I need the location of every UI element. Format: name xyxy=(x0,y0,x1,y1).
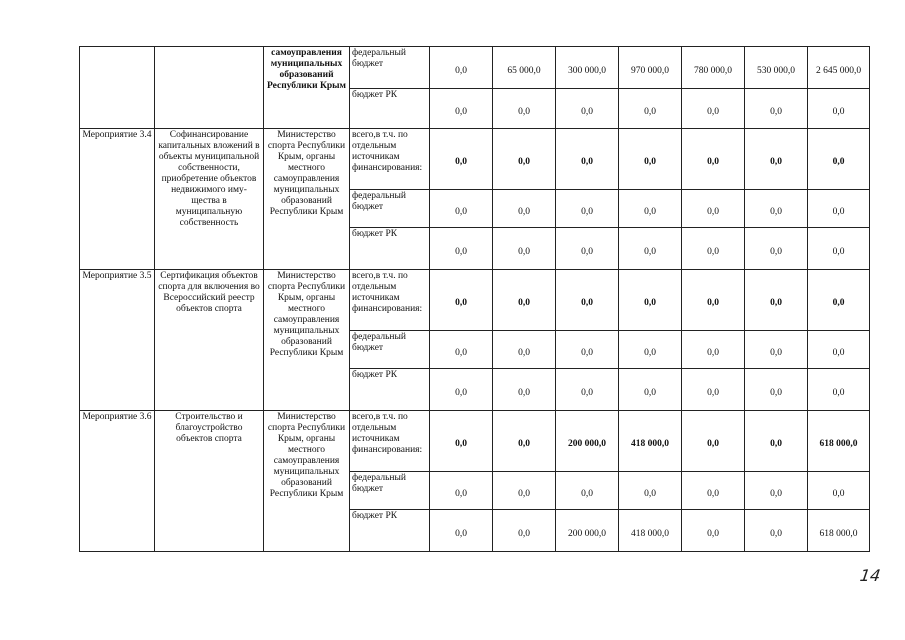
value-cell: 0,0 xyxy=(430,510,493,552)
value-cell: 418 000,0 xyxy=(619,411,682,472)
value-cell: 0,0 xyxy=(430,270,493,331)
source-label: бюджет РК xyxy=(350,369,430,411)
value-cell: 0,0 xyxy=(430,228,493,270)
value-cell: 0,0 xyxy=(619,369,682,411)
value-cell: 530 000,0 xyxy=(745,47,808,89)
source-label: федеральный бюджет xyxy=(350,331,430,369)
value-cell: 65 000,0 xyxy=(493,47,556,89)
value-cell: 0,0 xyxy=(556,228,619,270)
value-cell: 0,0 xyxy=(493,129,556,190)
value-cell: 0,0 xyxy=(682,89,745,129)
value-cell: 0,0 xyxy=(493,270,556,331)
source-label: всего,в т.ч. по отдельным источникам финансирования: xyxy=(350,411,430,472)
value-cell: 0,0 xyxy=(682,270,745,331)
value-cell: 0,0 xyxy=(619,89,682,129)
value-cell: 0,0 xyxy=(430,472,493,510)
measure-name-cell: Софинансирование капитальных вложений в объекты муниципальной собственности, приобретение объектов недвижимого иму-щества в муниципальную собственность xyxy=(155,129,264,270)
value-cell: 0,0 xyxy=(745,369,808,411)
value-cell: 0,0 xyxy=(745,129,808,190)
value-cell: 0,0 xyxy=(493,510,556,552)
value-cell: 200 000,0 xyxy=(556,411,619,472)
measure-name-cell xyxy=(155,47,264,129)
measure-name-cell: Сертификация объектов спорта для включения во Всероссийский реестр объектов спорта xyxy=(155,270,264,411)
source-label: федеральный бюджет xyxy=(350,47,430,89)
value-cell: 970 000,0 xyxy=(619,47,682,89)
value-cell: 0,0 xyxy=(619,472,682,510)
value-cell: 0,0 xyxy=(808,270,870,331)
value-cell: 0,0 xyxy=(808,228,870,270)
value-cell: 0,0 xyxy=(493,369,556,411)
value-cell: 0,0 xyxy=(430,190,493,228)
executor-cell: Министерство спорта Республики Крым, органы местного самоуправления муниципальных образований Республики Крым xyxy=(264,411,350,552)
value-cell: 0,0 xyxy=(682,510,745,552)
value-cell: 0,0 xyxy=(619,129,682,190)
value-cell: 0,0 xyxy=(808,369,870,411)
value-cell: 0,0 xyxy=(556,89,619,129)
table-row xyxy=(80,129,870,190)
value-cell: 0,0 xyxy=(745,472,808,510)
value-cell: 0,0 xyxy=(745,510,808,552)
value-cell: 0,0 xyxy=(808,89,870,129)
value-cell: 0,0 xyxy=(619,228,682,270)
value-cell: 300 000,0 xyxy=(556,47,619,89)
value-cell: 0,0 xyxy=(619,270,682,331)
measure-code-cell xyxy=(80,47,155,129)
source-label: бюджет РК xyxy=(350,89,430,129)
value-cell: 0,0 xyxy=(682,411,745,472)
measure-code-cell: Мероприятие 3.4 xyxy=(80,129,155,270)
value-cell: 0,0 xyxy=(682,129,745,190)
measure-code-cell: Мероприятие 3.6 xyxy=(80,411,155,552)
value-cell: 0,0 xyxy=(556,270,619,331)
value-cell: 0,0 xyxy=(808,190,870,228)
executor-cell: самоуправления муниципальных образований Республики Крым xyxy=(264,47,350,129)
source-label: бюджет РК xyxy=(350,228,430,270)
value-cell: 0,0 xyxy=(556,472,619,510)
value-cell: 0,0 xyxy=(430,89,493,129)
value-cell: 0,0 xyxy=(808,472,870,510)
value-cell: 0,0 xyxy=(493,89,556,129)
value-cell: 0,0 xyxy=(556,190,619,228)
value-cell: 0,0 xyxy=(682,369,745,411)
value-cell: 0,0 xyxy=(682,472,745,510)
source-label: всего,в т.ч. по отдельным источникам финансирования: xyxy=(350,129,430,190)
value-cell: 0,0 xyxy=(430,331,493,369)
measure-name-cell: Строительство и благоустройство объектов спорта xyxy=(155,411,264,552)
value-cell: 418 000,0 xyxy=(619,510,682,552)
value-cell: 0,0 xyxy=(745,228,808,270)
measure-code-cell: Мероприятие 3.5 xyxy=(80,270,155,411)
value-cell: 0,0 xyxy=(745,331,808,369)
value-cell: 0,0 xyxy=(556,331,619,369)
value-cell: 0,0 xyxy=(745,411,808,472)
value-cell: 2 645 000,0 xyxy=(808,47,870,89)
table-row xyxy=(80,411,870,472)
value-cell: 0,0 xyxy=(493,472,556,510)
value-cell: 0,0 xyxy=(493,228,556,270)
executor-cell: Министерство спорта Республики Крым, органы местного самоуправления муниципальных образований Республики Крым xyxy=(264,270,350,411)
value-cell: 0,0 xyxy=(745,270,808,331)
value-cell: 200 000,0 xyxy=(556,510,619,552)
value-cell: 0,0 xyxy=(493,411,556,472)
value-cell: 0,0 xyxy=(430,47,493,89)
source-label: всего,в т.ч. по отдельным источникам финансирования: xyxy=(350,270,430,331)
value-cell: 0,0 xyxy=(493,190,556,228)
value-cell: 780 000,0 xyxy=(682,47,745,89)
value-cell: 0,0 xyxy=(619,331,682,369)
value-cell: 0,0 xyxy=(556,369,619,411)
source-label: федеральный бюджет xyxy=(350,190,430,228)
value-cell: 0,0 xyxy=(745,89,808,129)
value-cell: 0,0 xyxy=(682,331,745,369)
value-cell: 0,0 xyxy=(493,331,556,369)
value-cell: 0,0 xyxy=(619,190,682,228)
value-cell: 0,0 xyxy=(745,190,808,228)
value-cell: 618 000,0 xyxy=(808,411,870,472)
value-cell: 0,0 xyxy=(430,411,493,472)
table-row xyxy=(80,47,870,89)
value-cell: 0,0 xyxy=(430,369,493,411)
value-cell: 0,0 xyxy=(430,129,493,190)
page-number: 14 xyxy=(858,566,882,585)
value-cell: 618 000,0 xyxy=(808,510,870,552)
source-label: бюджет РК xyxy=(350,510,430,552)
table-row xyxy=(80,270,870,331)
source-label: федеральный бюджет xyxy=(350,472,430,510)
value-cell: 0,0 xyxy=(808,129,870,190)
executor-cell: Министерство спорта Республики Крым, органы местного самоуправления муниципальных образований Республики Крым xyxy=(264,129,350,270)
value-cell: 0,0 xyxy=(682,228,745,270)
value-cell: 0,0 xyxy=(808,331,870,369)
value-cell: 0,0 xyxy=(682,190,745,228)
funding-table xyxy=(79,46,870,552)
value-cell: 0,0 xyxy=(556,129,619,190)
